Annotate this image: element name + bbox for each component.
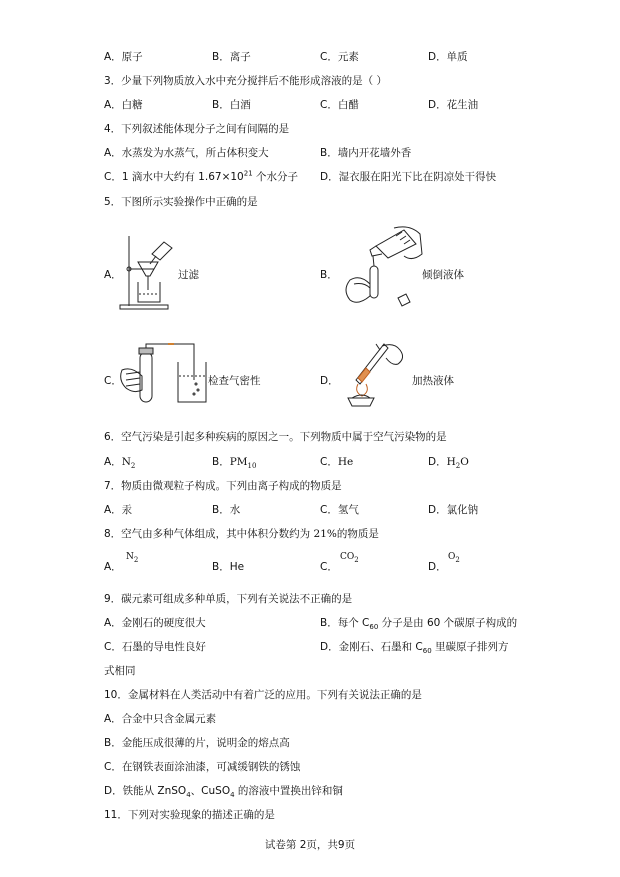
q10-option-c: C．在钢铁表面涂油漆，可减缓钢铁的锈蚀 bbox=[104, 761, 301, 773]
q10-option-b: B．金能压成很薄的片，说明金的熔点高 bbox=[104, 737, 290, 749]
q8-option-d-letter: D． bbox=[428, 561, 447, 573]
q4-option-c bbox=[104, 170, 298, 184]
q7-stem: 7．物质由微观粒子构成。下列由离子构成的物质是 bbox=[104, 480, 342, 492]
q6-option-c bbox=[320, 455, 353, 469]
q8-option-b: B．He bbox=[212, 561, 245, 573]
q6-stem: 6．空气污染是引起多种疾病的原因之一。下列物质中属于空气污染物的是 bbox=[104, 431, 447, 443]
q8-option-d-formula bbox=[448, 550, 460, 564]
q7-option-d: D．氯化钠 bbox=[428, 504, 479, 516]
q4-option-a: A．水蒸发为水蒸气，所占体积变大 bbox=[104, 147, 269, 159]
q9-option-c: C．石墨的导电性良好 bbox=[104, 641, 206, 653]
q6-option-a-formula: N bbox=[121, 456, 131, 468]
q9-stem: 9．碳元素可组成多种单质，下列有关说法不正确的是 bbox=[104, 593, 353, 605]
q8-option-a-subscript: 2 bbox=[133, 555, 139, 564]
q6-option-d-formula-tail: O bbox=[460, 456, 469, 468]
q4-option-b: B．墙内开花墙外香 bbox=[320, 147, 412, 159]
q8-stem-tail: 的物质是 bbox=[336, 528, 379, 540]
q10-stem: 10．金属材料在人类活动中有着广泛的应用。下列有关说法正确的是 bbox=[104, 689, 422, 701]
q3-option-d: D．花生油 bbox=[428, 99, 479, 111]
q5-option-a-letter: A． bbox=[104, 269, 122, 281]
q8-stem-text: 8．空气由多种气体组成，其中体积分数约为 bbox=[104, 528, 314, 540]
q9-option-b-tail: 分子是由 60 个碳原子构成的 bbox=[378, 617, 518, 629]
q8-percent: 21% bbox=[313, 528, 337, 540]
q3-stem: 3．少量下列物质放入水中充分搅拌后不能形成溶液的是（ ） bbox=[104, 75, 388, 87]
q10-option-d-tail: 的溶液中置换出锌和铜 bbox=[234, 785, 343, 797]
q6-option-a-subscript: 2 bbox=[130, 462, 136, 471]
q6-option-b bbox=[212, 455, 256, 469]
q8-option-a-element: N bbox=[126, 552, 134, 562]
q6-option-b-subscript: 10 bbox=[247, 462, 257, 471]
q8-option-c-subscript: 2 bbox=[354, 555, 359, 564]
q6-option-d bbox=[428, 455, 469, 469]
q10-option-d-subscript-2: 4 bbox=[230, 791, 235, 800]
q4-option-c-tail: 个水分子 bbox=[252, 171, 298, 183]
q6-option-b-letter: B． bbox=[212, 456, 230, 468]
q3-option-a: A．白糖 bbox=[104, 99, 143, 111]
q6-option-c-formula: He bbox=[337, 456, 354, 468]
q5-option-b-label: 倾倒液体 bbox=[422, 269, 464, 281]
q8-option-c-formula bbox=[340, 550, 359, 564]
q4-stem: 4．下列叙述能体现分子之间有间隔的是 bbox=[104, 123, 290, 135]
q7-option-b: B．水 bbox=[212, 504, 241, 516]
q11-stem: 11．下列对实验现象的描述正确的是 bbox=[104, 809, 275, 821]
q2-option-b: B．离子 bbox=[212, 51, 251, 63]
q4-option-c-text: C．1 滴水中大约有 1.67×10 bbox=[104, 171, 244, 183]
q8-option-d-element: O bbox=[448, 552, 456, 562]
q10-option-a: A．合金中只含金属元素 bbox=[104, 713, 217, 725]
q9-option-d-subscript: 60 bbox=[422, 647, 432, 656]
q5-stem: 5．下图所示实验操作中正确的是 bbox=[104, 196, 258, 208]
q10-option-d-mid: 、CuSO bbox=[190, 785, 231, 797]
q10-option-d-subscript-1: 4 bbox=[186, 791, 191, 800]
q8-option-c-letter: C． bbox=[320, 561, 338, 573]
q6-option-a bbox=[104, 455, 135, 469]
q6-option-d-letter: D． bbox=[428, 456, 447, 468]
q9-option-d-tail: 里碳原子排列方 bbox=[431, 641, 509, 653]
q10-option-d-text: D．铁能从 ZnSO bbox=[104, 785, 187, 797]
q9-option-b bbox=[320, 616, 517, 630]
q4-exponent: 21 bbox=[243, 169, 253, 178]
q6-option-a-letter: A． bbox=[104, 456, 122, 468]
q8-option-d-subscript: 2 bbox=[455, 555, 460, 564]
q9-option-d bbox=[320, 640, 509, 654]
q8-option-a-letter: A． bbox=[104, 561, 122, 573]
q5-option-d-label: 加热液体 bbox=[412, 375, 454, 387]
q9-option-d-continuation: 式相同 bbox=[104, 665, 136, 677]
q6-option-d-subscript: 2 bbox=[455, 462, 461, 471]
q9-option-a: A．金刚石的硬度很大 bbox=[104, 617, 206, 629]
page-footer: 试卷第 2页，共9页 bbox=[264, 839, 356, 851]
q2-option-d: D．单质 bbox=[428, 51, 468, 63]
q3-option-b: B．白酒 bbox=[212, 99, 251, 111]
q8-stem bbox=[104, 527, 379, 541]
q5-option-d-letter: D． bbox=[320, 375, 339, 387]
q7-option-a: A．汞 bbox=[104, 504, 133, 516]
q7-option-c: C．氢气 bbox=[320, 504, 359, 516]
q5-option-b-letter: B． bbox=[320, 269, 338, 281]
q5-option-c-label: 检查气密性 bbox=[208, 375, 261, 387]
q3-option-c: C．白醋 bbox=[320, 99, 359, 111]
q8-option-c-element: CO bbox=[340, 552, 355, 562]
q5-option-a-label: 过滤 bbox=[178, 269, 199, 281]
q6-option-b-formula: PM bbox=[229, 456, 248, 468]
pouring-liquid-figure bbox=[336, 224, 424, 314]
q9-option-b-subscript: 60 bbox=[369, 623, 379, 632]
q9-option-b-text: B．每个 C bbox=[320, 617, 370, 629]
q9-option-d-text: D．金刚石、石墨和 C bbox=[320, 641, 423, 653]
q6-option-c-letter: C． bbox=[320, 456, 338, 468]
q6-option-d-formula: H bbox=[446, 456, 456, 468]
q2-option-c: C．元素 bbox=[320, 51, 359, 63]
q2-option-a: A．原子 bbox=[104, 51, 143, 63]
q5-option-c-letter: C． bbox=[104, 375, 122, 387]
filtration-apparatus-figure bbox=[118, 232, 180, 310]
airtightness-check-figure bbox=[118, 340, 210, 406]
q8-option-a-formula bbox=[126, 550, 138, 564]
q10-option-d bbox=[104, 784, 343, 798]
heating-liquid-figure bbox=[340, 336, 412, 408]
q4-option-d: D．湿衣服在阳光下比在阴凉处干得快 bbox=[320, 171, 497, 183]
